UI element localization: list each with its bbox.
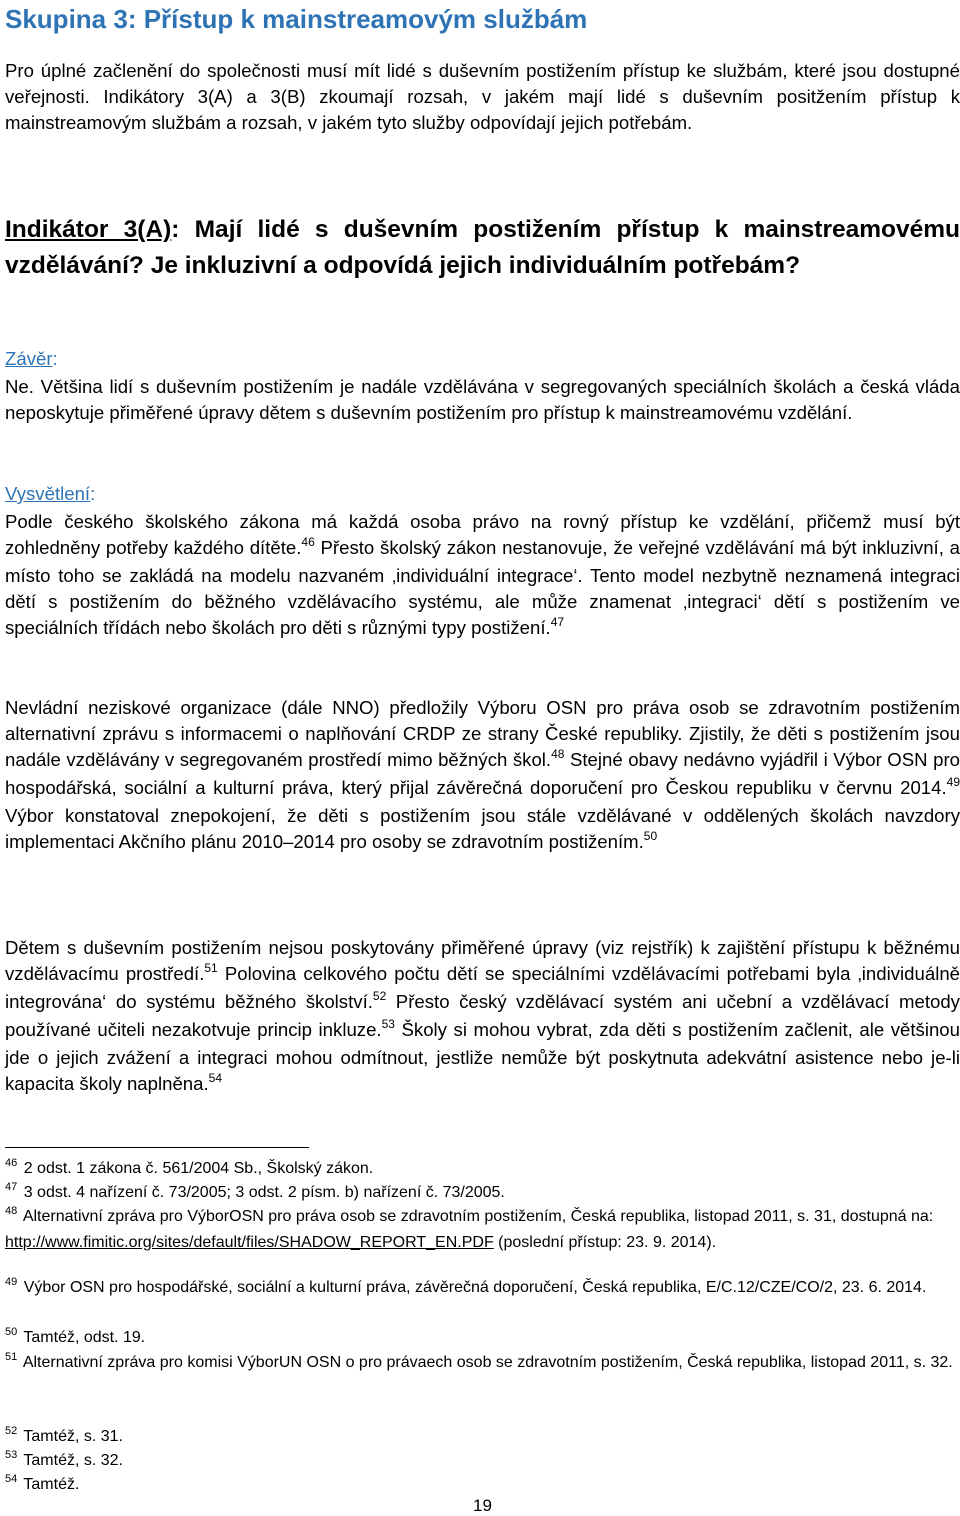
footnote-text: Tamtéž, s. 31. (19, 1428, 123, 1445)
footnote-49 (5, 1276, 960, 1302)
footnote-ref[interactable]: 53 (381, 1017, 395, 1031)
footnote-ref[interactable]: 49 (946, 775, 960, 789)
footnote-number: 54 (5, 1473, 18, 1485)
footnote-number: 53 (5, 1449, 18, 1461)
footnote-text: Alternativní zpráva pro komisi VýborUN OSN o pro právaech osob se zdravotním postižením, Česká republika, listopad 2011, s. 32. (19, 1354, 953, 1371)
conclusion-colon: : (52, 348, 58, 369)
footnote-ref[interactable]: 54 (208, 1071, 222, 1085)
intro-paragraph: Pro úplné začlenění do společnosti musí mít lidé s duševním postižením přístup ke službám, které jsou dostupné veřejnosti. Indikátory 3(A) a 3(B) zkoumají rozsah, v jakém mají lidé s duševním positžením přístup k mainstreamovým službám a rozsah, v jakém tyto služby odpovídají jejich potřebám. (5, 60, 960, 133)
footnote-text: Tamtéž. (19, 1476, 80, 1493)
footnote-ref[interactable]: 51 (204, 961, 218, 975)
indicator-question: : Mají lidé s duševním postižením přístup k mainstreamovému vzdělávání? Je inkluzivní a odpovídá jejich individuálním potřebám? (5, 216, 960, 279)
footnote-51 (5, 1351, 960, 1377)
explanation-paragraph-3 (5, 935, 960, 1099)
footnote-53 (5, 1449, 960, 1475)
footnote-number: 52 (5, 1425, 18, 1437)
page-number: 19 (473, 1496, 492, 1515)
footnote-number: 51 (5, 1351, 18, 1363)
footnote-text: Tamtéž, s. 32. (19, 1452, 123, 1469)
paragraph-text: Přesto český vzdělávací systém ani učební a vzdělávací metody používané učiteli nezakotvuje princip inkluze. (5, 991, 960, 1040)
footnote-number: 49 (5, 1276, 18, 1288)
paragraph-text: Dětem s duševním postižením nejsou poskytovány přiměřené úpravy (viz rejstřík) k zajištění přístupu k běžnému vzdělávacímu prostředí. (5, 937, 960, 984)
footnote-46 (5, 1157, 960, 1183)
footnote-50 (5, 1326, 960, 1352)
paragraph-text: Stejné obavy nedávno vyjádřil i Výbor OSN pro hospodářská, sociální a kulturní práva, který přijal závěrečná doporučení pro Českou republiku v červnu 2014. (5, 749, 960, 798)
footnote-text: Tamtéž, odst. 19. (19, 1329, 146, 1346)
explanation-label-text: Vysvětlení (5, 483, 91, 504)
footnote-52 (5, 1425, 960, 1451)
footnote-number: 48 (5, 1205, 18, 1217)
footnote-number: 47 (5, 1181, 18, 1193)
footnote-number: 46 (5, 1157, 18, 1169)
paragraph-text: Polovina celkového počtu dětí se speciálními vzdělávacími potřebami byla ‚individuálně integrována‘ do systému běžného školství. (5, 963, 960, 1012)
footnote-number: 50 (5, 1326, 18, 1338)
footnote-ref[interactable]: 52 (372, 989, 387, 1003)
footnote-ref[interactable]: 47 (550, 615, 565, 629)
paragraph-text: Školy si mohou vybrat, zda děti s postižením začlenit, ale většinou jde o jejich zvážení a integraci mohou odmítnout, jestliže nemůže být poskytnuta adekvátní asistence nebo je-li kapacita školy naplněna. (5, 1019, 960, 1094)
footnote-text: Výbor OSN pro hospodářské, sociální a kulturní práva, závěrečná doporučení, Česká republika, E/C.12/CZE/CO/2, 23. 6. 2014. (19, 1279, 927, 1296)
indicator-heading (5, 212, 960, 284)
footnote-ref[interactable]: 48 (551, 747, 565, 761)
conclusion-paragraph: Ne. Většina lidí s duševním postižením je nadále vzdělávána v segregovaných speciálních školách a česká vláda neposkytuje přiměřené úpravy dětem s duševním postižením pro přístup k mainstreamovému vzdělání. (5, 376, 960, 423)
footnote-text: Alternativní zpráva pro VýborOSN pro práva osob se zdravotním postižením, Česká republika, listopad 2011, s. 31, dostupná na: (19, 1208, 934, 1225)
indicator-label: Indikátor 3(A) (5, 216, 172, 243)
document-page (5, 0, 960, 1515)
footnote-47 (5, 1181, 960, 1207)
explanation-paragraph-2 (5, 695, 960, 857)
footnote-text-after: (poslední přístup: 23. 9. 2014). (493, 1233, 717, 1251)
explanation-label (5, 483, 95, 505)
explanation-paragraph-1 (5, 509, 960, 643)
footnote-54 (5, 1473, 960, 1499)
conclusion-label-text: Závěr (5, 348, 53, 369)
conclusion-label (5, 348, 58, 370)
footnote-ref[interactable]: 50 (643, 829, 658, 843)
footnote-text: 2 odst. 1 zákona č. 561/2004 Sb., Školský zákon. (19, 1160, 374, 1177)
footnote-separator (5, 1147, 309, 1148)
section-heading: Skupina 3: Přístup k mainstreamovým službám (5, 4, 588, 34)
paragraph-text: Nevládní neziskové organizace (dále NNO) předložily Výboru OSN pro práva osob se zdravotním postižením alternativní zprávu s informacemi o naplňování CRDP ze strany České republiky. Zjistily, že děti s postižením jsou nadále vzdělávány v segregovaném prostředí mimo běžných škol. (5, 697, 960, 770)
paragraph-text: Podle českého školského zákona má každá osoba právo na rovný přístup ke vzdělání, přičemž musí být zohledněny potřeby každého dítěte. (5, 511, 960, 558)
footnote-text: 3 odst. 4 nařízení č. 73/2005; 3 odst. 2 písm. b) nařízení č. 73/2005. (19, 1184, 505, 1201)
paragraph-text: Přesto školský zákon nestanovuje, že veřejné vzdělávání má být inkluzivní, a místo toho se zakládá na modelu nazvaném ‚individuální integrace‘. Tento model nezbytně neznamená integraci dětí s postižením do běžného vzdělávacího systému, ale může znamenat ‚integraci‘ dětí s postižením ve speciálních třídách nebo školách pro děti s různými typy postižení. (5, 537, 960, 638)
footnote-48 (5, 1205, 960, 1254)
footnote-ref[interactable]: 46 (301, 535, 315, 549)
explanation-colon: : (90, 483, 96, 504)
footnote-link[interactable]: http://www.fimitic.org/sites/default/files/SHADOW_REPORT_EN.PDF (5, 1233, 494, 1251)
paragraph-text: Výbor konstatoval znepokojení, že děti s postižením jsou stále vzdělávané v oddělených školách navzdory implementaci Akčního plánu 2010–2014 pro osoby se zdravotním postižením. (5, 805, 960, 852)
